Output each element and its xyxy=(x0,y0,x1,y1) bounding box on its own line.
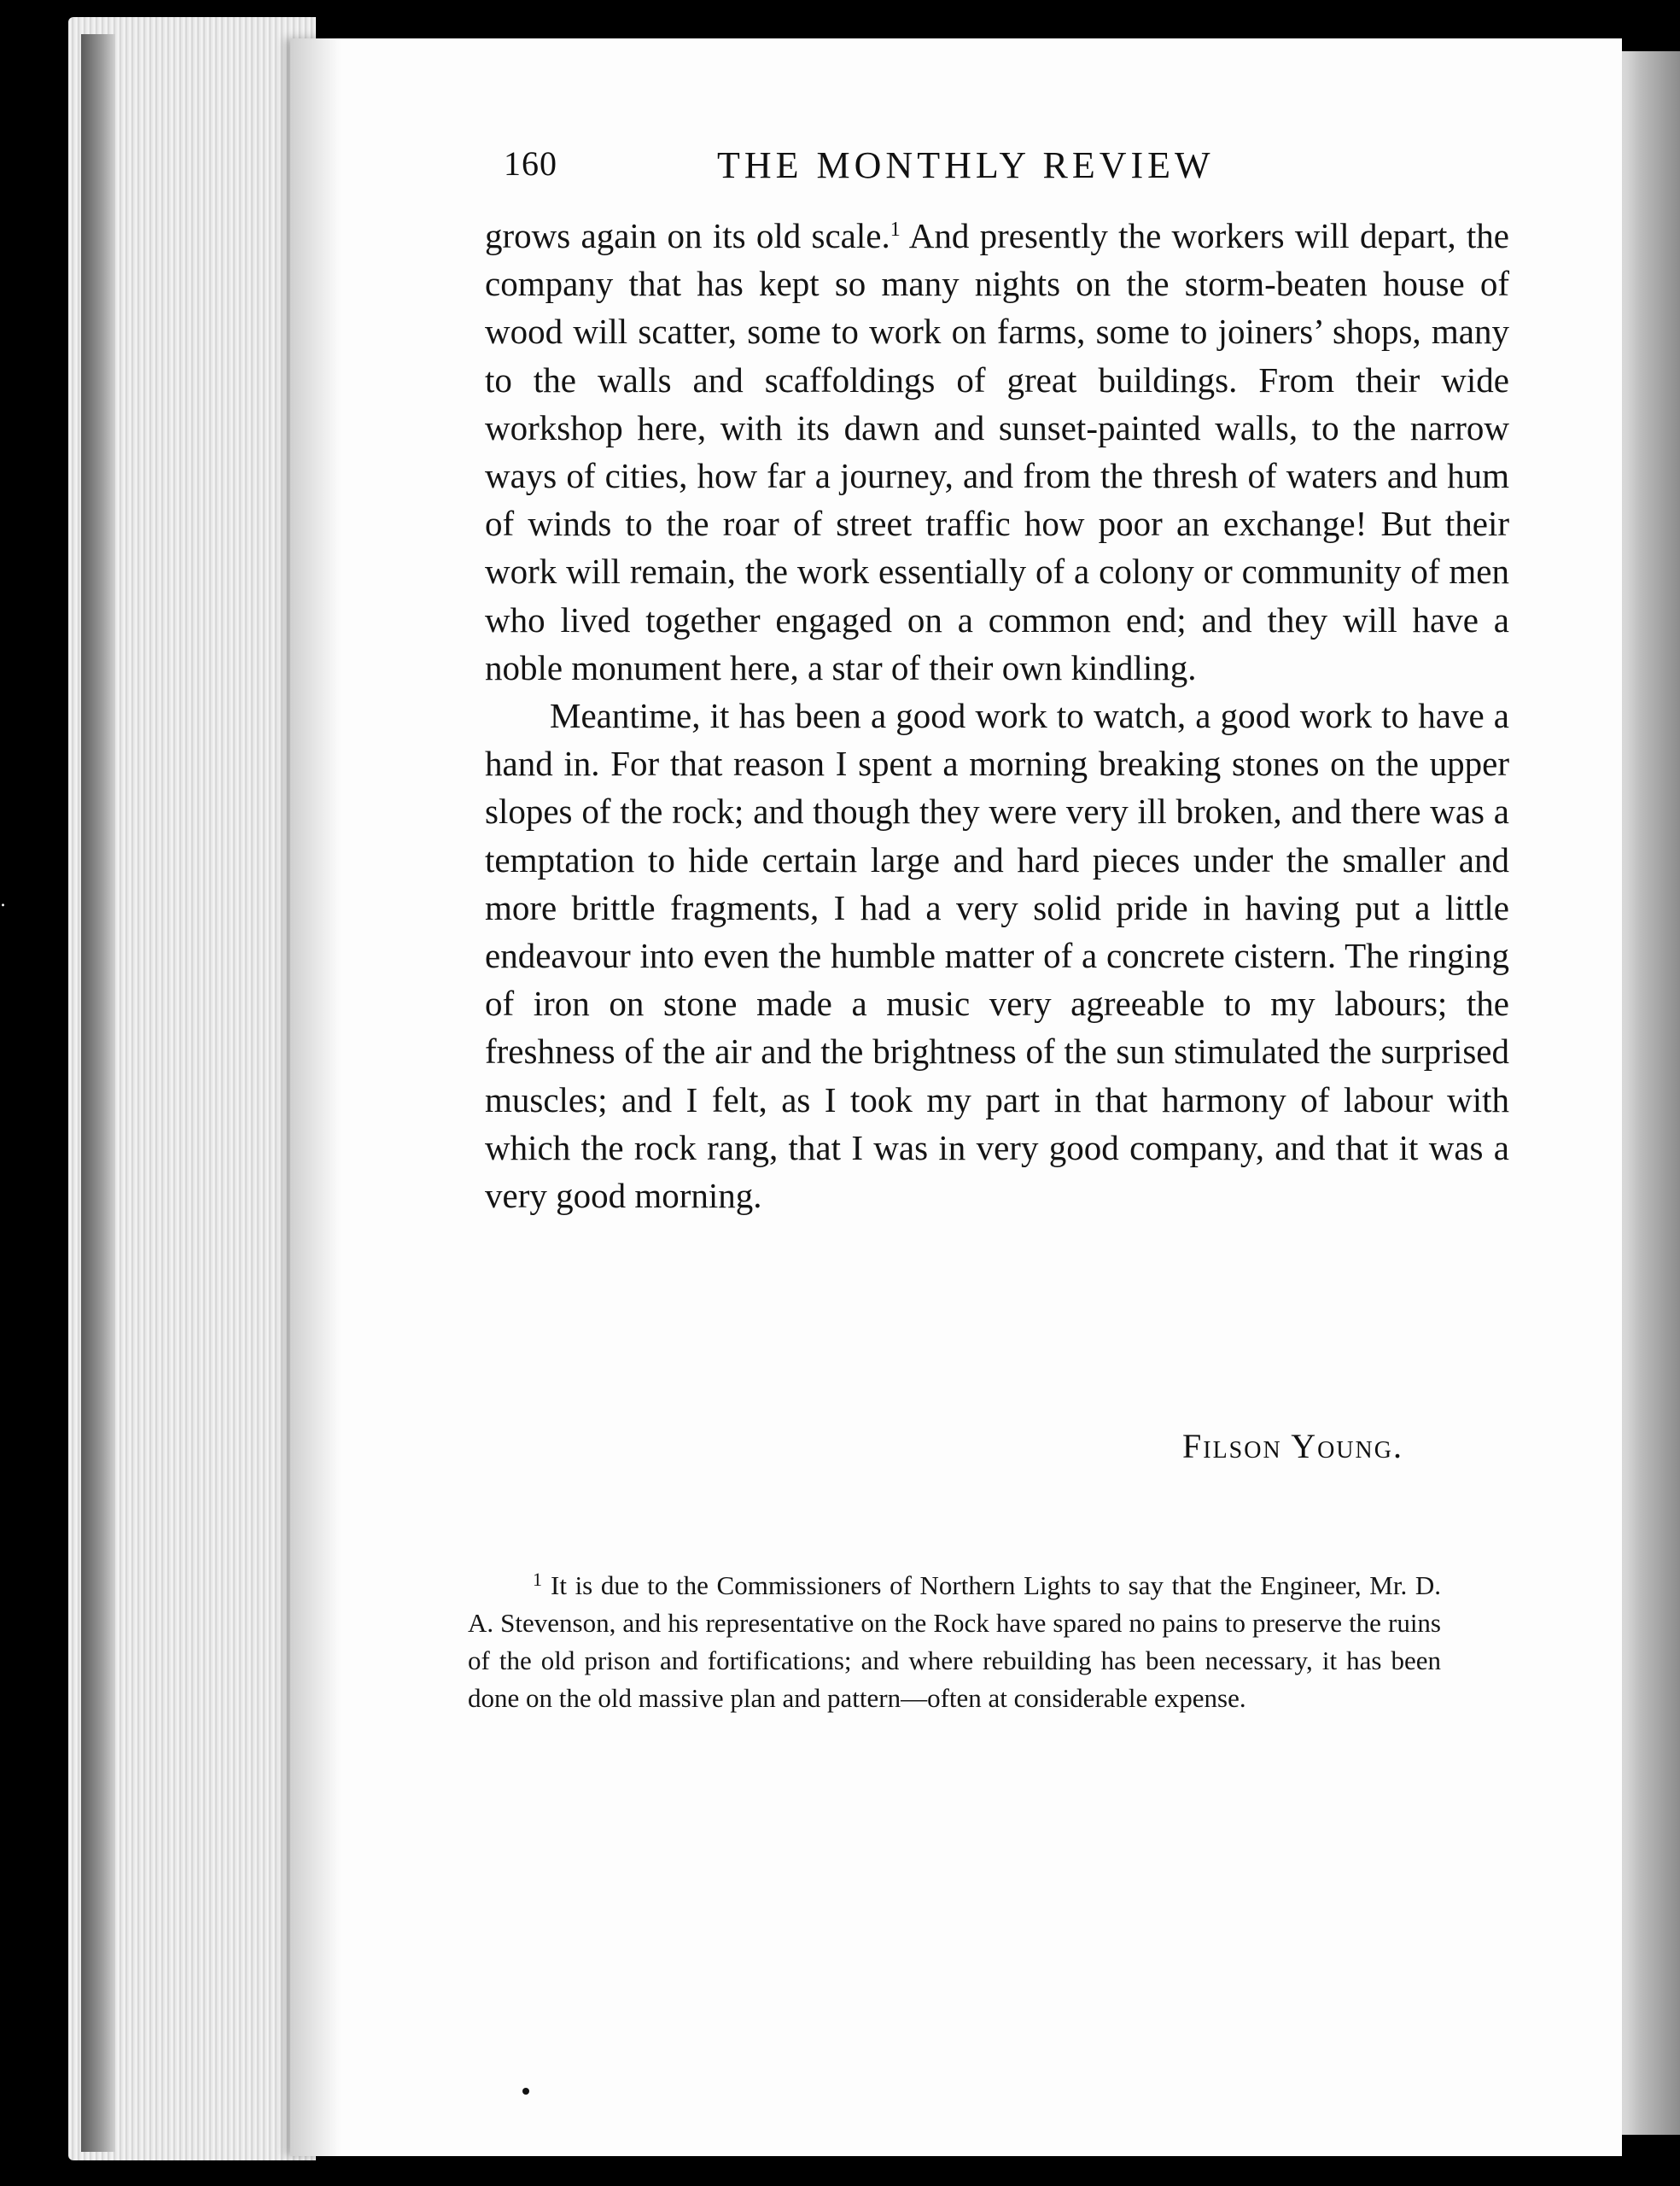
margin-speck: . xyxy=(0,890,6,911)
paragraph: Meantime, it has been a good work to watch, a good work to have a hand in. For that reason I spent a morning breaking stones on the upper slopes of the rock; and though they were very ill broken, and there was a temptation to hide certain large and hard pieces under the smaller and more brittle fragments, I had a very solid pride in having put a little endeavour into even the humble matter of a concrete cistern. The ringing of iron on stone made a music very agreeable to my labours; the freshness of the air and the brightness of the sun stimulated the surprised muscles; and I felt, as I took my part in that harmony of labour with which the rock rang, that I was in very good company, and that it was a very good morning. xyxy=(485,696,1509,1216)
article-body xyxy=(485,212,1509,1219)
ink-dot xyxy=(522,2088,529,2095)
running-header xyxy=(504,143,1366,195)
footnote xyxy=(468,1561,1441,1717)
footnote-reference: 1 xyxy=(890,219,901,241)
page-edges-shadow xyxy=(81,34,115,2152)
running-title: THE MONTHLY REVIEW xyxy=(717,144,1215,186)
page-gutter-shadow xyxy=(290,38,341,2156)
paragraph xyxy=(485,212,1509,692)
paragraph-text: And presently the workers will depart, the company that has kept so many nights on the storm-beaten house of wood will scatter, some to work on farms, some to joiners’ shops, many to the walls and scaffoldings of great buildings. From their wide workshop here, with its dawn and sunset-painted walls, to the narrow ways of cities, how far a journey, and from the thresh of waters and hum of winds to the roar of street traffic how poor an exchange! But their work will remain, the work essentially of a colony or community of men who lived together engaged on a common end; and they will have a noble monument here, a star of their own kindling. xyxy=(485,216,1510,687)
footnote-mark: 1 xyxy=(533,1569,542,1590)
author-signature: Filson Young. xyxy=(1182,1427,1403,1465)
footnote-text: It is due to the Commissioners of Northern Lights to say that the Engineer, Mr. D. A. Stevenson, and his representative on the Rock have spared no pains to preserve the ruins of the old prison and fortifications; and where rebuilding has been necessary, it has been done on the old massive plan and pattern—often at considerable expense. xyxy=(468,1570,1441,1713)
right-page-curl xyxy=(1613,51,1680,2135)
footnote-paragraph xyxy=(468,1561,1441,1717)
page-number: 160 xyxy=(504,144,557,183)
paragraph-text: grows again on its old scale. xyxy=(485,216,890,255)
